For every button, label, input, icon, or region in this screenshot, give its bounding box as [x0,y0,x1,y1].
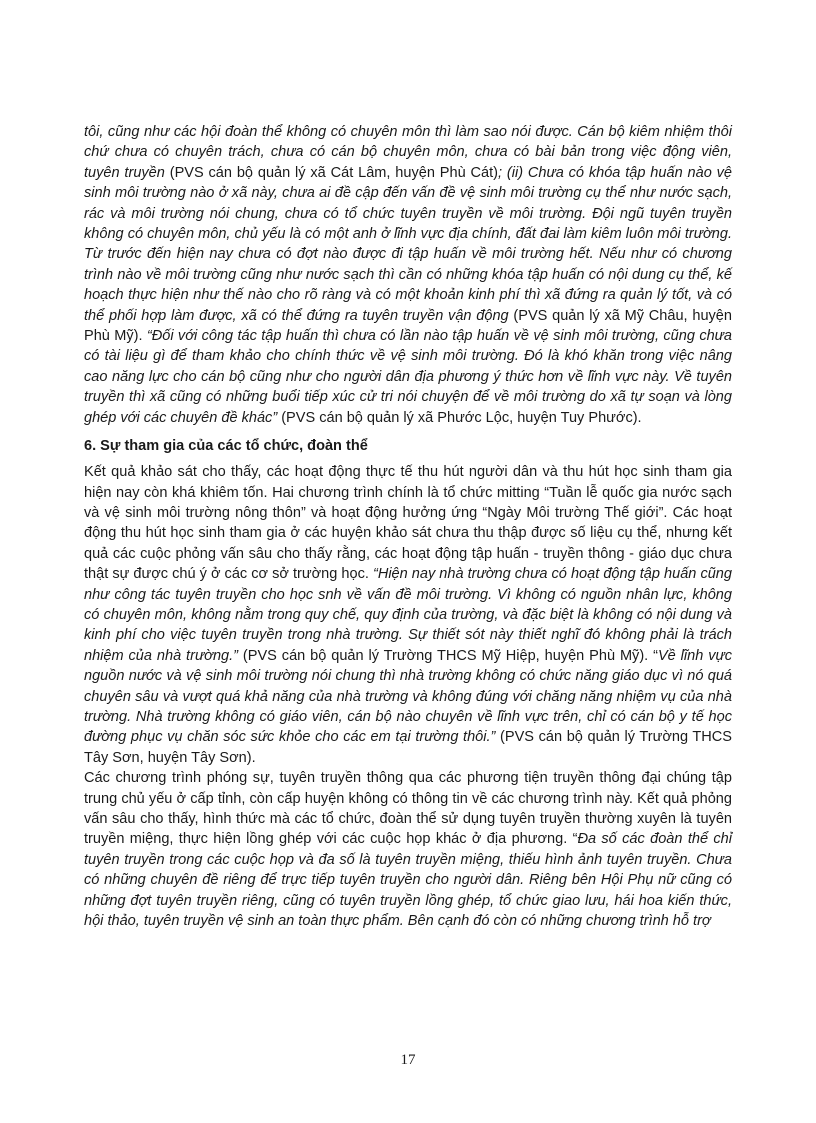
paragraph-interview-quotes [84,122,732,428]
text-segment: Đa số các đoàn thể chỉ tuyên truyền trong các cuộc họp và đa số là tuyên truyền miệng, thiếu hình ảnh tuyên truyền. Chưa có những chuyên đề riêng để trực tiếp tuyên truyền cho người dân. Riêng bên Hội Phụ nữ cũng có những đợt tuyên truyền riêng, cũng có tuyên truyền lồng ghép, tổ chức giao lưu, hái hoa kiến thức, hội thảo, tuyên truyền vệ sinh an toàn thực phẩm. Bên cạnh đó còn có những chương trình hỗ trợ [84,831,732,930]
text-segment: ; (ii) Chưa có khóa tập huấn nào vệ sinh môi trường nào ở xã này, chưa ai đề cập đến vấn đề vệ sinh môi trường cụ thể như nước sạch, rác và môi trường nói chung, chưa có tổ chức tuyên truyền về môi trường. Đội ngũ tuyên truyền không có chuyên môn, chủ yếu là có một anh ở lĩnh vực địa chính, đất đai làm kiêm luôn môi trường. Từ trước đến hiện nay chưa có đợt nào được đi tập huấn về môi trường hết. Nếu như có chương trình nào về môi trường cũng như nước sạch thì cần có những khóa tập huấn có nội dung cụ thể, kế hoạch thực hiện như thế nào cho rõ ràng và có một khoản kinh phí thì xã đứng ra quản lý tốt, và có thể phối hợp làm được, xã có thể đứng ra tuyên truyền vận động [84,164,733,324]
text-segment: (PVS cán bộ quản lý xã Phước Lộc, huyện Tuy Phước). [277,409,642,426]
text-segment: Về lĩnh vực nguồn nước và vệ sinh môi trường nói chung thì nhà trường không có chức năng giáo dục vì nó quá chuyên sâu và vượt quá khả năng của nhà trường và không đúng với chăng năng nhiệm vụ của nhà trường. Nhà trường không có giáo viên, cán bộ nào chuyên về lĩnh vực trên, chỉ có cán bộ y tế học đường phục vụ chăn sóc sức khỏe cho các em tại trường thôi.” [84,647,732,746]
paragraph-media-programs [84,768,732,931]
text-segment: (PVS cán bộ quản lý xã Cát Lâm, huyện Phù Cát) [164,164,498,181]
text-segment: (PVS cán bộ quản lý Trường THCS Mỹ Hiệp, huyện Phù Mỹ). “ [238,647,658,664]
section-heading: 6. Sự tham gia của các tổ chức, đoàn thể [84,438,368,455]
text-segment: Các chương trình phóng sự, tuyên truyền thông qua các phương tiện truyền thông đại chúng tập trung chủ yếu ở cấp tỉnh, còn cấp huyện không có thông tin về các chương trình này. Kết quả phỏng vấn sâu cho thấy, hình thức mà các tổ chức, đoàn thể sử dụng tuyên truyền thường xuyên là tuyên truyền miệng, thực hiện lồng ghép với các cuộc họp khác ở địa phương. “ [84,770,732,848]
text-segment: Kết quả khảo sát cho thấy, các hoạt động thực tế thu hút người dân và thu hút học sinh tham gia hiện nay còn khá khiêm tốn. Hai chương trình chính là tổ chức mitting “Tuần lễ quốc gia nước sạch và vệ sinh môi trường nông thôn” và hoạt động hưởng ứng “Ngày Môi trường Thế giới”. Các hoạt động thu hút học sinh tham gia ở các huyện khảo sát chưa thu thập được số liệu cụ thể, nhưng kết quả các cuộc phỏng vấn sâu cho thấy rằng, các hoạt động tập huấn - truyền thông - giáo dục chưa thật sự được chú ý ở các cơ sở trường học. [84,464,732,583]
text-segment: tôi, cũng như các hội đoàn thể không có chuyên môn thì làm sao nói được. Cán bộ kiêm nhiệm thôi chứ chưa có chuyên trách, chưa có cán bộ chuyên môn, chưa có bài bản trong việc động viên, tuyên truyền [84,124,732,181]
page-number: 17 [400,1052,416,1068]
text-segment: (PVS cán bộ quản lý Trường THCS Tây Sơn, huyện Tây Sơn). [84,729,733,766]
text-segment: (PVS quản lý xã Mỹ Châu, huyện Phù Mỹ). [84,307,732,345]
text-segment: “Đối với công tác tập huấn thì chưa có lần nào tập huấn về vệ sinh môi trường, cũng chưa có tài liệu gì để tham khảo cho chính thức về vệ sinh môi trường. Đó là khó khăn trong việc nâng cao năng lực cho cán bộ cũng như cho người dân địa phương ý thức hơn về lĩnh vực này. Về tuyên truyền thì xã cũng có những buổi tiếp xúc cử tri nói chuyện để về môi trường do xã tự soạn và lòng ghép với các chuyên đề khác” [84,328,732,426]
paragraph-survey-results [84,462,732,768]
text-segment: “Hiện nay nhà trường chưa có hoạt động tập huấn cũng như công tác tuyên truyền cho học snh về vấn đề môi trường. Vì không có nguồn nhân lực, không có chuyên môn, không nằm trong quy chế, quy định của trường, và đặc biệt là không có nội dung và kinh phí cho việc tuyên truyền trong nhà trường. Sự thiết sót này thiết nghĩ đó không phải là trách nhiệm của nhà trường.” [84,566,732,664]
